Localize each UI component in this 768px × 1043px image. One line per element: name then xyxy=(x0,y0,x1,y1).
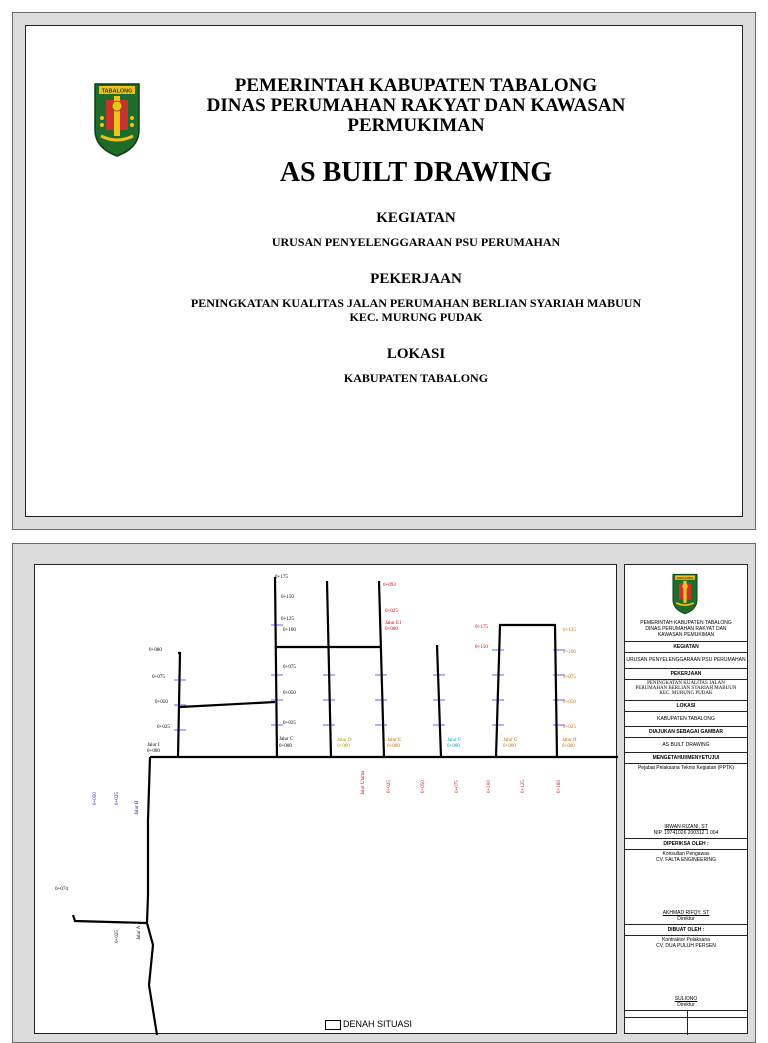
tb-mengetahui-role: Pejabat Pelaksana Teknis Kegiatan (PPTK) xyxy=(637,765,735,771)
station-i-050: 0+050 xyxy=(155,700,168,705)
station-h-050: 0+050 xyxy=(563,700,576,705)
road-jalur-i-cross xyxy=(180,702,275,707)
label-jalur-e: Jalur E xyxy=(387,738,402,743)
tb-diperiksa-role: Konsultan Pengawas xyxy=(662,851,710,857)
station-e-0: 0+000 xyxy=(387,744,400,749)
station-h-075: 0+075 xyxy=(563,675,576,680)
road-jalur-c xyxy=(275,577,277,757)
title-block xyxy=(624,564,748,1034)
tb-mengetahui-label: MENGETAHUI/MENYETUJUI xyxy=(652,755,720,761)
station-g-175: 0+175 xyxy=(475,625,488,630)
pekerjaan-heading: PEKERJAAN xyxy=(370,271,462,287)
station-i-080: 0+080 xyxy=(149,648,162,653)
tb-dibuat-company: CV. DUA PULUH PERSEN xyxy=(656,943,716,949)
label-jalur-d: Jalur D xyxy=(337,738,352,743)
station-main-075: 0+075 xyxy=(455,780,460,793)
cover-sheet xyxy=(12,12,756,530)
label-jalur-h: Jalur H xyxy=(562,738,577,743)
station-c-075: 0+075 xyxy=(283,665,296,670)
label-jalur-utama: Jalur Utama xyxy=(361,770,366,795)
label-jalur-g: Jalur G xyxy=(503,738,518,743)
road-jalur-f xyxy=(437,645,441,757)
kegiatan-heading: KEGIATAN xyxy=(376,210,456,226)
station-main-025: 0+025 xyxy=(387,780,392,793)
station-b-025: 0+025 xyxy=(115,792,120,805)
station-h-025: 0+025 xyxy=(563,725,576,730)
tb-dibuat-title: Direktur xyxy=(677,1002,695,1008)
tb-pekerjaan-label: PEKERJAAN xyxy=(670,671,702,677)
tb-diperiksa-company: CV. FALTA ENGINEERING xyxy=(656,857,716,863)
station-c-150: 0+150 xyxy=(281,595,294,600)
cover-text-block xyxy=(166,76,666,385)
tb-diperiksa-label: DIPERIKSA OLEH : xyxy=(663,841,709,847)
tb-diperiksa-title: Direktur xyxy=(677,916,695,922)
station-i-075: 0+075 xyxy=(152,675,165,680)
label-jalur-e1: Jalur E1 xyxy=(385,621,402,626)
tb-dibuat-role: Kontraktor Pelaksana xyxy=(662,937,710,943)
station-c-125: 0+125 xyxy=(281,617,294,622)
station-ticks xyxy=(174,625,565,730)
drawing-title: AS BUILT DRAWING xyxy=(279,157,553,188)
station-c-100: 0+100 xyxy=(283,628,296,633)
svg-text:TABALONG: TABALONG xyxy=(101,88,133,95)
tb-pptk-name: IRWAN RIZANI, ST xyxy=(664,824,708,830)
station-a-025: 0+025 xyxy=(115,930,120,943)
tb-diajukan-value: AS BUILT DRAWING xyxy=(662,742,710,748)
tb-lokasi-label: LOKASI xyxy=(676,703,696,709)
road-jalur-utama xyxy=(147,757,157,1035)
tb-diajukan-label: DIAJUKAN SEBAGAI GAMBAR xyxy=(649,729,723,735)
tb-dibuat-name: SULIONO xyxy=(674,996,698,1002)
station-main-125: 0+125 xyxy=(521,780,526,793)
station-b-050: 0+050 xyxy=(93,792,98,805)
agency-name-line3: PERMUKIMAN xyxy=(347,115,485,136)
station-d-0: 0+000 xyxy=(337,744,350,749)
station-c-0: 0+000 xyxy=(279,744,292,749)
label-jalur-f: Jalur F xyxy=(447,738,461,743)
station-main-100: 0+100 xyxy=(487,780,492,793)
station-h-125: 0+125 xyxy=(563,628,576,633)
tb-lokasi-value: KABUPATEN TABALONG xyxy=(657,716,715,722)
station-h-100: 0+100 xyxy=(563,650,576,655)
station-g-0: 0+000 xyxy=(503,744,516,749)
plan-symbol-icon xyxy=(325,1020,341,1030)
station-c-175: 0+175 xyxy=(275,575,288,580)
tb-pptk-nip: NIP. 19741026 200312 1 004 xyxy=(653,830,719,836)
pekerjaan-value-line2: KEC. MURUNG PUDAK xyxy=(349,310,483,324)
tb-pekerjaan-value: PENINGKATAN KUALITAS JALAN PERUMAHAN BERLIAN SYARIAH MABUUN KEC. MURUNG PUDAK xyxy=(635,681,737,696)
station-i-025: 0+025 xyxy=(157,725,170,730)
station-main-050: 0+050 xyxy=(421,780,426,793)
label-jalur-b: Jalur B xyxy=(135,800,140,815)
station-c-050: 0+050 xyxy=(283,691,296,696)
station-i-0: 0+000 xyxy=(147,749,160,754)
agency-name-line1: PEMERINTAH KABUPATEN TABALONG xyxy=(234,75,598,96)
road-network xyxy=(73,577,618,1035)
site-plan-frame xyxy=(34,564,617,1034)
station-main-169: 0+169 xyxy=(557,780,562,793)
site-plan-caption: DENAH SITUASI xyxy=(325,1019,412,1030)
tb-kegiatan-label: KEGIATAN xyxy=(673,644,699,650)
lokasi-value: KABUPATEN TABALONG xyxy=(343,371,489,385)
tb-agency: PEMERINTAH KABUPATEN TABALONG DINAS PERUMAHAN RAKYAT DAN KAWASAN PEMUKIMAN xyxy=(640,620,732,638)
label-jalur-a: Jalur A xyxy=(137,925,142,940)
drawing-sheet xyxy=(12,543,756,1043)
station-h-0: 0+000 xyxy=(562,744,575,749)
station-g-150: 0+150 xyxy=(475,645,488,650)
label-jalur-i: Jalur I xyxy=(147,743,160,748)
station-e1-025: 0+025 xyxy=(385,609,398,614)
pekerjaan-value-line1: PENINGKATAN KUALITAS JALAN PERUMAHAN BERLIAN SYARIAH MABUUN xyxy=(190,296,642,310)
lokasi-heading: LOKASI xyxy=(386,346,446,362)
cover-frame xyxy=(25,25,743,517)
label-jalur-c: Jalur C xyxy=(279,737,294,742)
tb-dibuat-label: DIBUAT OLEH : xyxy=(667,927,705,933)
svg-text:TABALONG: TABALONG xyxy=(676,575,694,580)
station-a-074: 0+074 xyxy=(55,887,68,892)
tabalong-logo-small-icon xyxy=(669,571,701,615)
station-e1-0: 0+000 xyxy=(385,627,398,632)
site-plan-drawing xyxy=(35,565,618,1035)
agency-name-line2: DINAS PERUMAHAN RAKYAT DAN KAWASAN xyxy=(206,95,626,116)
station-f-0: 0+000 xyxy=(447,744,460,749)
road-jalur-e xyxy=(379,581,384,757)
tabalong-logo-icon xyxy=(92,78,142,158)
station-e1-093: 0+093 xyxy=(383,583,396,588)
station-c-025: 0+025 xyxy=(283,721,296,726)
road-jalur-d xyxy=(327,581,331,757)
tb-kegiatan-value: URUSAN PENYELENGGARAAN PSU PERUMAHAN xyxy=(626,657,746,663)
tb-diperiksa-name: AKHMAD RIFQY, ST xyxy=(662,910,710,916)
kegiatan-value: URUSAN PENYELENGGARAAN PSU PERUMAHAN xyxy=(271,235,561,249)
road-jalur-a xyxy=(73,915,147,923)
